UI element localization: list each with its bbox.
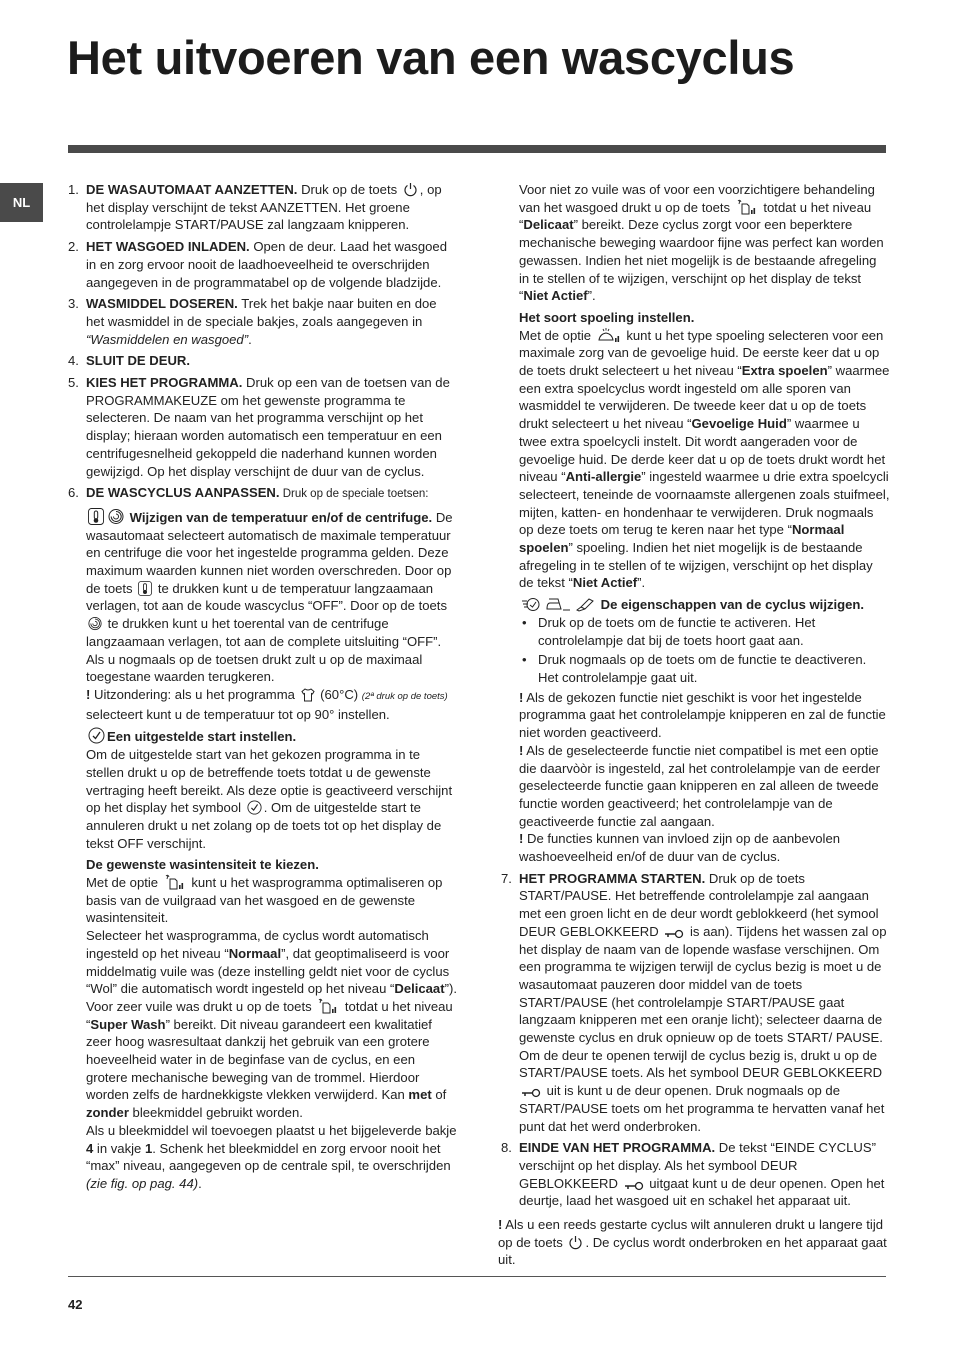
wash-intensity-icon <box>164 874 186 890</box>
step-2: 2. HET WASGOED INLADEN. Open de deur. Laad het wasgoed in en zorg ervoor nooit de laadhoeveelheid te overschrijden aangegeven in de programmatabel op de volgende bladzijde. <box>68 239 447 290</box>
list-item: • Druk op de toets om de functie te activeren. Het controlelampje dat bij de toets hoort gaat aan. <box>519 614 890 649</box>
header-divider <box>68 145 886 153</box>
warning-note: ! De functies kunnen van invloed zijn op de aanbevolen washoeveelheid en/of de duur van de cyclus. <box>519 831 841 865</box>
delay-timer-icon <box>247 800 262 815</box>
door-lock-icon <box>664 929 684 939</box>
step-6-heading: DE WASCYCLUS AANPASSEN. <box>86 485 280 501</box>
door-lock-icon <box>521 1088 541 1098</box>
step-3-heading: WASMIDDEL DOSEREN. <box>86 296 238 312</box>
step-2-heading: HET WASGOED INLADEN. <box>86 239 250 255</box>
spin-icon <box>88 616 102 631</box>
language-tab: NL <box>0 183 43 222</box>
thermometer-icon <box>138 581 152 596</box>
door-lock-icon <box>624 1181 644 1191</box>
shirt-icon <box>301 688 315 702</box>
step-7-heading: HET PROGRAMMA STARTEN. <box>519 870 706 886</box>
cycle-properties-section: De eigenschappen van de cyclus wijzigen. • Druk op de toets om de functie te activeren. Het controlelampje dat bij de toets hoort gaat aan. • Druk nogmaals op de toets om de functie te deactiveren. Het controlelampje gaat uit. ! Als de gekozen functie niet geschikt is voor het ingestelde programma gaat het controlelampje knipperen en zal de functie niet worden geactiveerd. ! Als de geselecteerde functie niet compatibel is met een optie die daarvòòr is ingesteld, zal het controlelampje van de eerder geselecteerde functie gaan knipperen en zal alleen de tweede functie worden geactiveerd; het controlelampje van de geactiveerde functie zal aangaan. ! De functies kunnen van invloed zijn op de aanbevolen washoeveelheid en/of de duur van de cyclus. <box>519 596 890 866</box>
step-4-heading: SLUIT DE DEUR. <box>86 353 191 369</box>
step-5: 5. KIES HET PROGRAMMA. Druk op een van de toetsen van de PROGRAMMAKEUZE om het gewenste programma te selecteren. De naam van het programma verschijnt op het display; hieraan worden automatisch een temperatuur en een centrifugesnelheid gekoppeld die naderhand kunnen worden gewijzigd. Op het display verschijnt de duur van de cyclus. <box>68 375 450 479</box>
step-8-heading: EINDE VAN HET PROGRAMMA. <box>519 1140 716 1156</box>
step-5-heading: KIES HET PROGRAMMA. <box>86 375 243 391</box>
step-8: 8. EINDE VAN HET PROGRAMMA. De tekst “EINDE CYCLUS” verschijnt op het display. Als het symbool DEUR GEBLOKKEERD uitgaat kunt u de deur openen. Open het deurtje, laad het wasgoed uit en schakel het apparaat uit. <box>501 1140 885 1209</box>
quick-wash-icon <box>521 597 541 612</box>
page-title: Het uitvoeren van een wascyclus <box>67 31 795 84</box>
rinse-icon <box>597 327 621 343</box>
warning-note: ! Als de gekozen functie niet geschikt is voor het ingestelde programma gaat het controlelampje knipperen en zal de functie niet worden geactiveerd. <box>519 689 886 741</box>
delay-timer-icon <box>88 727 105 744</box>
step-6: 6. DE WASCYCLUS AANPASSEN. Druk op de speciale toetsen: Wijzigen van de temperatuur en/of de centrifuge. De wasautomaat selecteert automatisch de maximale temperatuur en centrifuge die voor het ingestelde programma gelden. Deze maximum waarden kunnen niet worden overschreden. Door op de toets te drukken kunt u de temperatuur langzaamaan verlagen, tot aan de koude wascyclus “OFF”. Door op de toets te drukken kunt u het toerental van de centrifuge langzaamaan verlagen, tot aan de complete uitsluiting “OFF”. Als u nogmaals op de toetsen drukt zult u op de maximaal toegestane waarden terugkeren. ! Uitzondering: als u het programma (60°C) (2ª druk op de toets) selecteert kunt u de temperatuur tot op 90° instellen. Een uitgestelde start instellen. Om de uitgestelde start van het gekozen programma in te stellen drukt u op de betreffende toets totdat u de gewenste vertraging heeft bereikt. Als deze optie is geactiveerd verschijnt op het display het symbool . Om de uitgestelde start te annuleren drukt u net zolang op de toets tot op het display de tekst OFF verschijnt. De gewenste wasintensiteit te kiezen. Met de optie kunt u het wasprogramma optimaliseren op basis van de vuilgraad van het wasgoed en de gewenste wasintensiteit. Selecteer het wasprogramma, de cyclus wordt automatisch ingesteld op het niveau “Normaal”, dat geoptimaliseerd is voor middelmatig vuile was (deze instelling geldt niet voor de cyclus “Wol” die automatisch wordt ingesteld op het niveau “Delicaat”). Voor zeer vuile was drukt u op de toets totdat u het niveau “Super Wash” bereikt. Dit niveau garandeert een kwalitatief zeer hoog wasresultaat dankzij het gebruik van een grotere hoeveelheid water in de beginfase van de cyclus, en een grotere mechanische beweging van de trommel. Hierdoor worden zelfs de hardnekkigste vlekken verwijderd. Kan met of zonder bleekmiddel gebruikt worden. Als u bleekmiddel wil toevoegen plaatst u het bijgeleverde bakje 4 in vakje 1. Schenk het bleekmiddel en zorg ervoor nooit het “max” niveau, aangegeven op de centrale spil, te overschrijden (zie fig. op pag. 44). <box>68 485 457 1191</box>
spin-icon <box>108 508 124 525</box>
rinse-section: Het soort spoeling instellen. Met de optie kunt u het type spoeling selecteren voor een maximale zorg van de gevoelige huid. De eerste keer dat u op de toets drukt selecteert u het niveau “Extra spoelen” waarmee een extra spoelcyclus wordt ingesteld om alle sporen van wasmiddel te verwijderen. De tweede keer dat u op de toets drukt selecteert u het niveau “Gevoelige Huid” waarmee u twee extra spoelcycli instelt. Dit wordt aangeraden voor de gevoelige huid. De derde keer dat u op de toets drukt wordt het niveau “Anti-allergie” ingesteld waarmee u drie extra spoelcycli selecteert, teneinde de voornaamste allergenen zoals stuifmeel, mijten, katten- en hondenhaar te verwijderen. Druk nogmaals op deze toets om terug te keren naar het type “Normaal spoelen” spoeling. Indien het niet mogelijk is de bestaande afregeling in te stellen of te wijzigen, verschijnt op het display de tekst “Niet Actief”. <box>519 309 890 591</box>
wash-intensity-icon <box>317 998 339 1014</box>
temperature-spin-section: Wijzigen van de temperatuur en/of de centrifuge. De wasautomaat selecteert automatisch de maximale temperatuur en centrifuge die voor het ingestelde programma gelden. Deze maximum waarden kunnen niet worden overschreden. Door op de toets te drukken kunt u de temperatuur langzaamaan verlagen, tot aan de koude wascyclus “OFF”. Door op de toets te drukken kunt u het toerental van de centrifuge langzaamaan verlagen, tot aan de complete uitsluiting “OFF”. Als u nogmaals op de toetsen drukt zult u op de maximaal toegestane waarden terugkeren. ! Uitzondering: als u het programma (60°C) (2ª druk op de toets) selecteert kunt u de temperatuur tot op 90° instellen. <box>86 509 453 722</box>
power-icon <box>568 1235 583 1250</box>
step-7: 7. HET PROGRAMMA STARTEN. Druk op de toets START/PAUSE. Het betreffende controlelampje zal aangaan met een groen licht en de deur wordt geblokkeerd (het symool DEUR GEBLOKKEERD is aan). Tijdens het wassen zal op het display de naam van de lopende wasfase verschijnen. Om een programma te wijzigen terwijl de cyclus bezig is moet u de wasautomaat pauzeren door middel van de toets START/PAUSE (het controlelampje START/PAUSE gaat langzaam knipperen met een oranje licht); selecteer daarna de gewenste cyclus en druk opnieuw op de toets START/ PAUSE. Om de deur te openen terwijl de cyclus bezig is, drukt u op de START/PAUSE toets. Als het symbool DEUR GEBLOKKEERD uit is kunt u de deur openen. Druk nogmaals op de START/PAUSE toets om het programma te hervatten vanaf het punt dat het werd onderbroken. <box>501 870 887 1134</box>
stain-removal-icon <box>575 597 595 612</box>
step-1: 1. DE WASAUTOMAAT AANZETTEN. Druk op de toets , op het display verschijnt de tekst AANZETTEN. Het groene controlelampje START/PAUSE zal langzaam knipperen. <box>68 182 442 233</box>
intensity-continued: Voor niet zo vuile was of voor een voorzichtigere behandeling van het wasgoed drukt u op de toets totdat u het niveau “Delicaat” bereikt. Deze cyclus zorgt voor een beperktere mechanische beweging waardoor fijne was perfect kan worden gewassen. Indien het niet mogelijk is de bestaande afregeling in te stellen of te wijzigen, verschijnt op het display de tekst “Niet Actief”. Het soort spoeling instellen. Met de optie kunt u het type spoeling selecteren voor een maximale zorg van de gevoelige huid. De eerste keer dat u op de toets drukt selecteert u het niveau “Extra spoelen” waarmee een extra spoelcyclus wordt ingesteld om alle sporen van wasmiddel te verwijderen. De tweede keer dat u op de toets drukt selecteert u het niveau “Gevoelige Huid” waarmee u twee extra spoelcycli instelt. Dit wordt aangeraden voor de gevoelige huid. De derde keer dat u op de toets drukt wordt het niveau “Anti-allergie” ingesteld waarmee u drie extra spoelcycli selecteert, teneinde de voornaamste allergenen zoals stuifmeel, mijten, katten- en hondenhaar te verwijderen. Druk nogmaals op deze toets om terug te keren naar het type “Normaal spoelen” spoeling. Indien het niet mogelijk is de bestaande afregeling in te stellen of te wijzigen, verschijnt op het display de tekst “Niet Actief”. De eigenschappen van de cyclus wijzigen. • Druk op de toets om de functie te activeren. Het controlelampje dat bij de toets hoort gaat aan. • Druk nogmaals op de toets om de functie te deactiveren. Het controlelampje gaat uit. ! Als de gekozen functie niet geschikt is voor het ingestelde programma gaat het controlelampje knipperen en zal de functie niet worden geactiveerd. ! Als de geselecteerde functie niet compatibel is met een optie die daarvòòr is ingesteld, zal het controlelampje van de eerder geselecteerde functie gaan knipperen en zal alleen de tweede functie worden geactiveerd; het controlelampje van de geactiveerde functie zal aangaan. ! De functies kunnen van invloed zijn op de aanbevolen washoeveelheid en/of de duur van de cyclus. <box>498 181 890 866</box>
left-column <box>65 181 458 1197</box>
page-number: 42 <box>68 1297 83 1312</box>
cancel-note: ! Als u een reeds gestarte cyclus wilt annuleren drukt u langere tijd op de toets . De cyclus wordt onderbroken en het apparaat gaat uit. <box>498 1217 887 1268</box>
list-item: • Druk nogmaals op de toets om de functie te deactiveren. Het controlelampje gaat uit. <box>519 651 890 686</box>
delayed-start-section: Een uitgestelde start instellen. Om de uitgestelde start van het gekozen programma in te stellen drukt u op de betreffende toets totdat u de gewenste vertraging heeft bereikt. Als deze optie is geactiveerd verschijnt op het display het symbool . Om de uitgestelde start te annuleren drukt u net zolang op de toets tot op het display de tekst OFF verschijnt. <box>86 729 453 851</box>
wash-intensity-icon <box>736 199 758 215</box>
footer-divider <box>68 1276 886 1277</box>
right-column <box>498 181 890 1269</box>
thermometer-icon <box>88 508 104 525</box>
step-3: 3. WASMIDDEL DOSEREN. Trek het bakje naar buiten en doe het wasmiddel in de speciale bakjes, zoals aangegeven in “Wasmiddelen en wasgoed”. <box>68 296 437 347</box>
power-icon <box>403 182 418 197</box>
warning-note: ! Als de geselecteerde functie niet compatibel is met een optie die daarvòòr is ingesteld, zal het controlelampje van de eerder geselecteerde functie gaan knipperen en zal alleen de tweede functie worden geactiveerd; het controlelampje van de geactiveerde functie zal aangaan. <box>519 742 881 829</box>
easy-iron-icon <box>545 597 571 612</box>
step-1-heading: DE WASAUTOMAAT AANZETTEN. <box>86 182 298 197</box>
wash-intensity-section: De gewenste wasintensiteit te kiezen. Met de optie kunt u het wasprogramma optimaliseren op basis van de vuilgraad van het wasgoed en de gewenste wasintensiteit. Selecteer het wasprogramma, de cyclus wordt automatisch ingesteld op het niveau “Normaal”, dat geoptimaliseerd is voor middelmatig vuile was (deze instelling geldt niet voor de cyclus “Wol” die automatisch wordt ingesteld op het niveau “Delicaat”). Voor zeer vuile was drukt u op de toets totdat u het niveau “Super Wash” bereikt. Dit niveau garandeert een kwalitatief zeer hoog wasresultaat dankzij het gebruik van een grotere hoeveelheid water in de beginfase van de cyclus, en een grotere mechanische beweging van de trommel. Hierdoor worden zelfs de hardnekkigste vlekken verwijderd. Kan met of zonder bleekmiddel gebruikt worden. Als u bleekmiddel wil toevoegen plaatst u het bijgeleverde bakje 4 in vakje 1. Schenk het bleekmiddel en zorg ervoor nooit het “max” niveau, aangegeven op de centrale spil, te overschrijden (zie fig. op pag. 44). <box>86 857 457 1191</box>
step-4: 4. SLUIT DE DEUR. <box>68 353 191 369</box>
